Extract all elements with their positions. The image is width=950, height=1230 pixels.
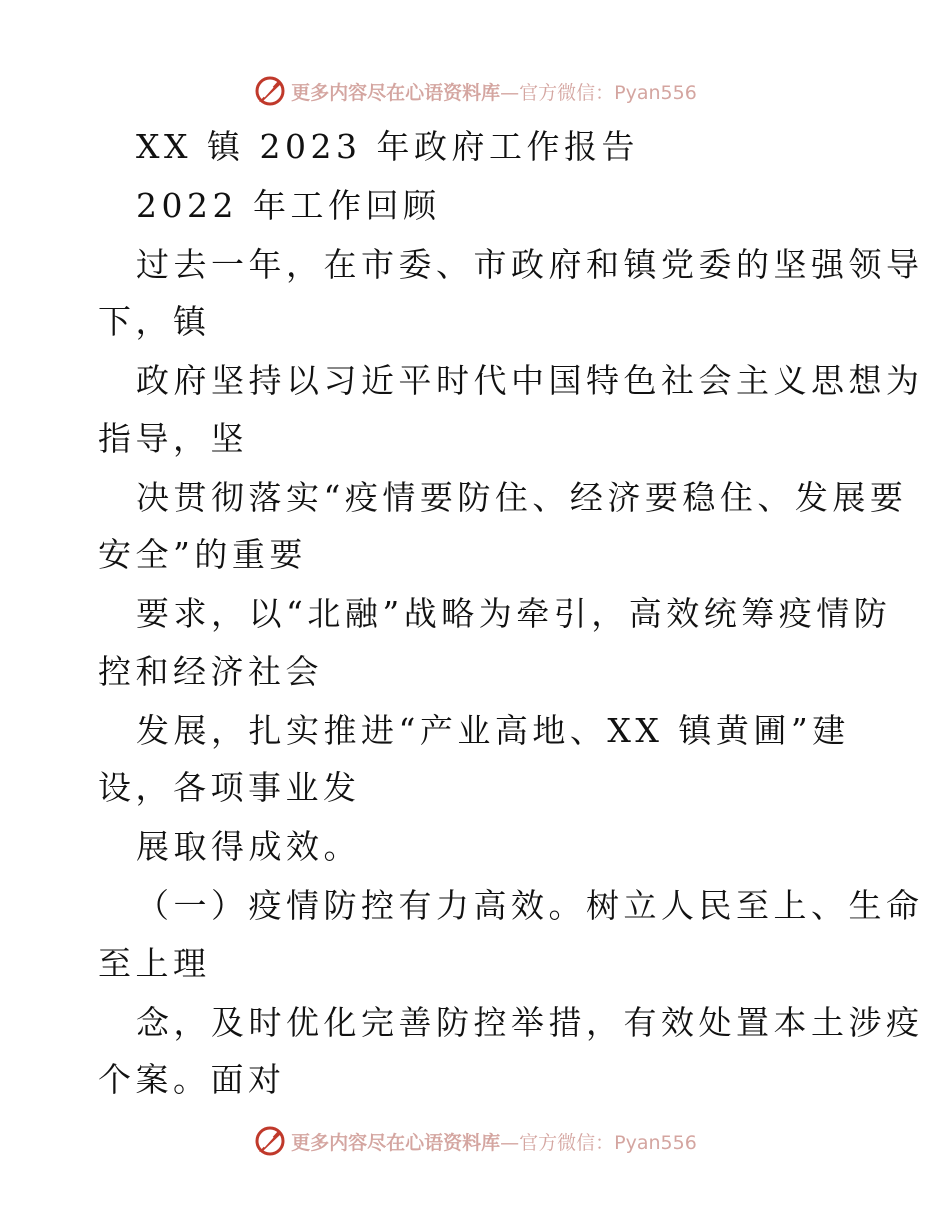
header-banner-main-text: 更多内容尽在心语资料库 — [291, 81, 501, 104]
body-line: 发展，扎实推进“产业高地、XX 镇黄圃”建 — [136, 711, 850, 750]
body-line: 决贯彻落实“疫情要防住、经济要稳住、发展要 — [136, 478, 908, 517]
body-line: 安全”的重要 — [98, 535, 307, 574]
body-line: 政府坚持以习近平时代中国特色社会主义思想为 — [136, 361, 924, 400]
footer-banner-main-text: 更多内容尽在心语资料库 — [291, 1131, 501, 1154]
body-line: 念，及时优化完善防控举措，有效处置本土涉疫 — [136, 1003, 924, 1042]
body-line: 下，镇 — [98, 302, 211, 341]
body-line: （一）疫情防控有力高效。树立人民至上、生命 — [136, 886, 924, 925]
body-line: 至上理 — [98, 944, 211, 983]
body-line: 过去一年，在市委、市政府和镇党委的坚强领导 — [136, 245, 924, 284]
body-line: 控和经济社会 — [98, 652, 323, 691]
footer-banner — [0, 1121, 950, 1161]
body-line: 要求，以“北融”战略为牵引，高效统筹疫情防 — [136, 594, 892, 633]
header-banner-wechat-text: —官方微信：Pyan556 — [500, 81, 697, 104]
body-line: 个案。面对 — [98, 1060, 286, 1099]
section-heading: 2022 年工作回顾 — [136, 186, 441, 225]
body-line: 指导，坚 — [98, 419, 248, 458]
body-line: 设，各项事业发 — [98, 768, 361, 807]
footer-banner-wechat-text: —官方微信：Pyan556 — [500, 1131, 697, 1154]
document-title: XX 镇 2023 年政府工作报告 — [136, 127, 639, 166]
body-line: 展取得成效。 — [136, 827, 361, 866]
feather-quill-logo-icon — [253, 1124, 287, 1158]
